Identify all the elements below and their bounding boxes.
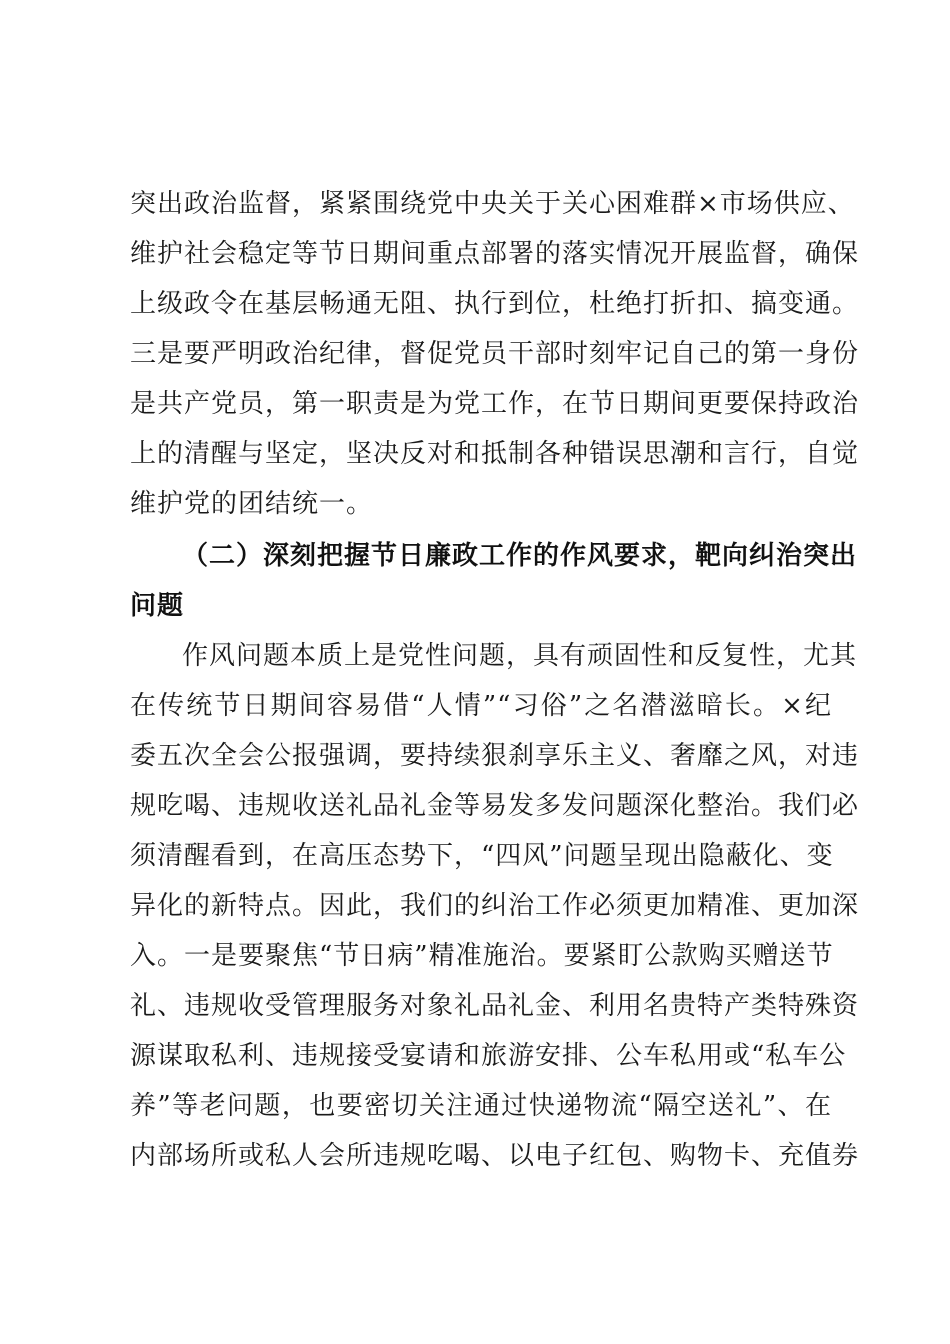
paragraph-line: 上的清醒与坚定，坚决反对和抵制各种错误思潮和言行，自觉 bbox=[130, 439, 860, 469]
paragraph-line: 维护社会稳定等节日期间重点部署的落实情况开展监督，确保 bbox=[130, 239, 860, 269]
paragraph-line: 突出政治监督，紧紧围绕党中央关于关心困难群×市场供应、 bbox=[130, 189, 855, 219]
paragraph-line: 是共产党员，第一职责是为党工作，在节日期间更要保持政治 bbox=[130, 389, 860, 419]
paragraph-line: 三是要严明政治纪律，督促党员干部时刻牢记自己的第一身份 bbox=[130, 339, 860, 369]
paragraph-line: 礼、违规收受管理服务对象礼品礼金、利用名贵特产类特殊资 bbox=[130, 991, 860, 1021]
paragraph-line: 异化的新特点。因此，我们的纠治工作必须更加精准、更加深 bbox=[130, 891, 860, 921]
paragraph-line: 内部场所或私人会所违规吃喝、以电子红包、购物卡、充值券 bbox=[130, 1141, 860, 1171]
paragraph-line: 规吃喝、违规收送礼品礼金等易发多发问题深化整治。我们必 bbox=[130, 791, 860, 821]
paragraph-line: 作风问题本质上是党性问题，具有顽固性和反复性，尤其 bbox=[182, 641, 858, 671]
paragraph-line: 须清醒看到，在高压态势下，“四风”问题呈现出隐蔽化、变 bbox=[130, 841, 834, 871]
paragraph-line: 入。一是要聚焦“节日病”精准施治。要紧盯公款购买赠送节 bbox=[130, 941, 834, 971]
paragraph-line: 维护党的团结统一。 bbox=[130, 489, 374, 519]
paragraph-line: 委五次全会公报强调，要持续狠刹享乐主义、奢靡之风，对违 bbox=[130, 741, 860, 771]
section-heading: （二）深刻把握节日廉政工作的作风要求，靶向纠治突出 bbox=[182, 541, 858, 571]
paragraph-line: 在传统节日期间容易借“人情”“习俗”之名潜滋暗长。×纪 bbox=[130, 691, 832, 721]
paragraph-line: 养”等老问题，也要密切关注通过快递物流“隔空送礼”、在 bbox=[130, 1091, 832, 1121]
paragraph-line: 源谋取私利、违规接受宴请和旅游安排、公车私用或“私车公 bbox=[130, 1041, 847, 1071]
paragraph-line: 上级政令在基层畅通无阻、执行到位，杜绝打折扣、搞变通。 bbox=[130, 289, 860, 319]
section-heading-continued: 问题 bbox=[130, 591, 185, 621]
